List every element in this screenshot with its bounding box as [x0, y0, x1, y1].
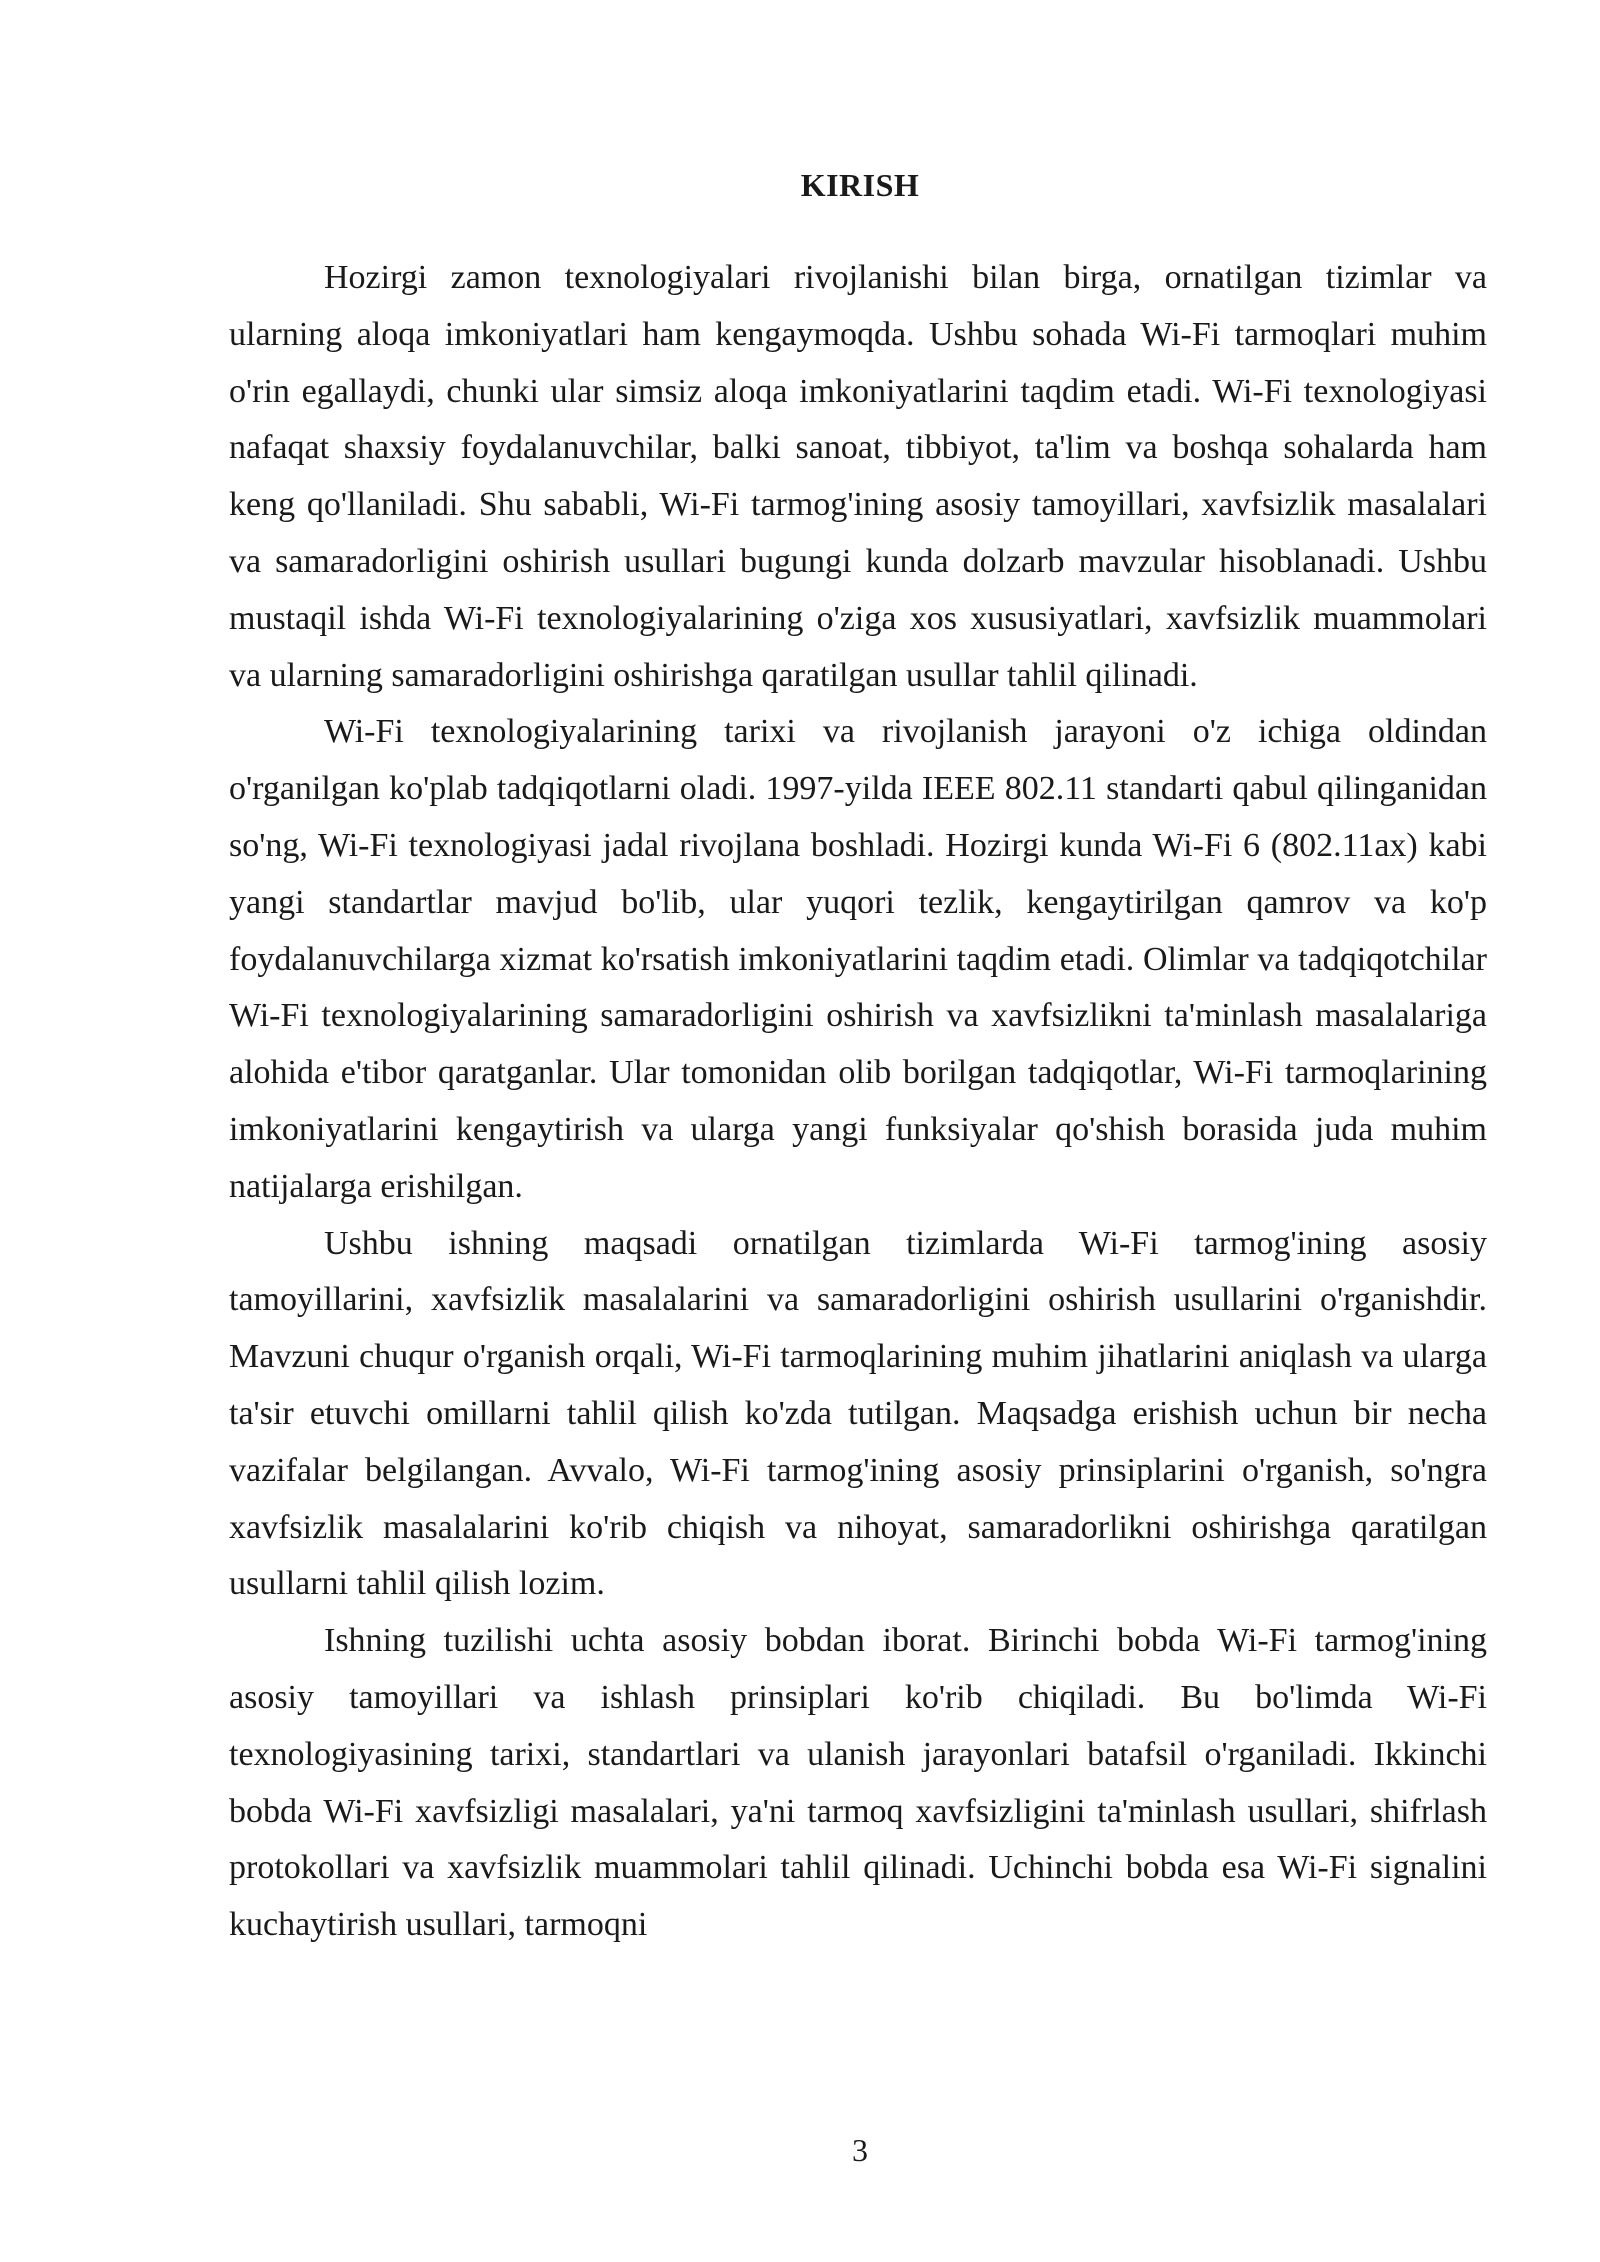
page-title: KIRISH	[800, 167, 920, 203]
paragraph-4: Ishning tuzilishi uchta asosiy bobdan iborat. Birinchi bobda Wi-Fi tarmog'ining asosiy tamoyillari va ishlash prinsiplari ko'rib chiqiladi. Bu bo'limda Wi-Fi texnologiyasining tarixi, standartlari va ulanish jarayonlari batafsil o'rganiladi. Ikkinchi bobda Wi-Fi xavfsizligi masalalari, ya'ni tarmoq xavfsizligini ta'minlash usullari, shifrlash protokollari va xavfsizlik muammolari tahlil qilinadi. Uchinchi bobda esa Wi-Fi signalini kuchaytirish usullari, tarmoqni	[229, 1622, 1487, 1944]
document-body	[229, 250, 1487, 1954]
paragraph-1: Hozirgi zamon texnologiyalari rivojlanishi bilan birga, ornatilgan tizimlar va ularning aloqa imkoniyatlari ham kengaymoqda. Ushbu sohada Wi-Fi tarmoqlari muhim o'rin egallaydi, chunki ular simsiz aloqa imkoniyatlarini taqdim etadi. Wi-Fi texnologiyasi nafaqat shaxsiy foydalanuvchilar, balki sanoat, tibbiyot, ta'lim va boshqa sohalarda ham keng qo'llaniladi. Shu sababli, Wi-Fi tarmog'ining asosiy tamoyillari, xavfsizlik masalalari va samaradorligini oshirish usullari bugungi kunda dolzarb mavzular hisoblanadi. Ushbu mustaqil ishda Wi-Fi texnologiyalarining o'ziga xos xususiyatlari, xavfsizlik muammolari va ularning samaradorligini oshirishga qaratilgan usullar tahlil qilinadi.	[229, 259, 1487, 694]
paragraph-3: Ushbu ishning maqsadi ornatilgan tizimlarda Wi-Fi tarmog'ining asosiy tamoyillarini, xavfsizlik masalalarini va samaradorligini oshirish usullarini o'rganishdir. Mavzuni chuqur o'rganish orqali, Wi-Fi tarmoqlarining muhim jihatlarini aniqlash va ularga ta'sir etuvchi omillarni tahlil qilish ko'zda tutilgan. Maqsadga erishish uchun bir necha vazifalar belgilangan. Avvalo, Wi-Fi tarmog'ining asosiy prinsiplarini o'rganish, so'ngra xavfsizlik masalalarini ko'rib chiqish va nihoyat, samaradorlikni oshirishga qaratilgan usullarni tahlil qilish lozim.	[229, 1224, 1487, 1603]
page-number: 3	[852, 2132, 868, 2168]
paragraph-2: Wi-Fi texnologiyalarining tarixi va rivojlanish jarayoni o'z ichiga oldindan o'rganilgan ko'plab tadqiqotlarni oladi. 1997-yilda IEEE 802.11 standarti qabul qilinganidan so'ng, Wi-Fi texnologiyasi jadal rivojlana boshladi. Hozirgi kunda Wi-Fi 6 (802.11ax) kabi yangi standartlar mavjud bo'lib, ular yuqori tezlik, kengaytirilgan qamrov va ko'p foydalanuvchilarga xizmat ko'rsatish imkoniyatlarini taqdim etadi. Olimlar va tadqiqotchilar Wi-Fi texnologiyalarining samaradorligini oshirish va xavfsizlikni ta'minlash masalalariga alohida e'tibor qaratganlar. Ular tomonidan olib borilgan tadqiqotlar, Wi-Fi tarmoqlarining imkoniyatlarini kengaytirish va ularga yangi funksiyalar qo'shish borasida juda muhim natijalarga erishilgan.	[229, 713, 1487, 1205]
